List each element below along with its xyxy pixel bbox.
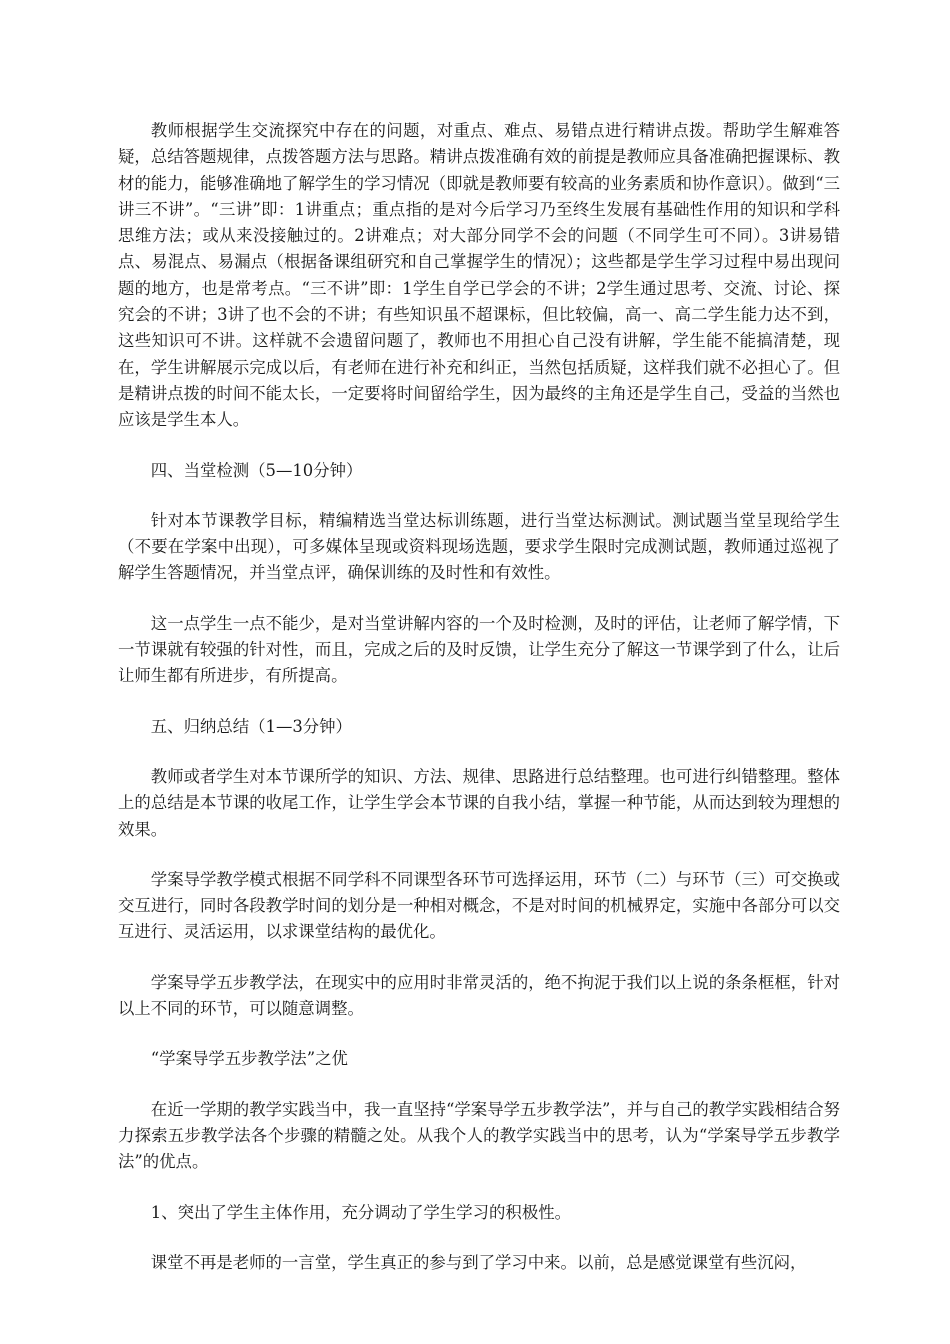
- paragraph-guina-zongjie: 教师或者学生对本节课所学的知识、方法、规律、思路进行总结整理。也可进行纠错整理。整体上的总结是本节课的收尾工作，让学生学会本节课的自我小结，掌握一种节能，从而达到较为理想的效果。: [118, 766, 840, 839]
- paragraph-jingjiang-dianbo: 教师根据学生交流探究中存在的问题，对重点、难点、易错点进行精讲点拨。帮助学生解难答疑，总结答题规律，点拨答题方法与思路。精讲点拨准确有效的前提是教师应具备准确把握课标、教材的能力，能够准确地了解学生的学习情况（即就是教师要有较高的业务素质和协作意识）。做到“三讲三不讲”。“三讲”即：1讲重点；重点指的是对今后学习乃至终生发展有基础性作用的知识和学科思维方法；或从来没接触过的。2讲难点；对大部分同学不会的问题（不同学生可不同）。3讲易错点、易混点、易漏点（根据备课组研究和自己掌握学生的情况）；这些都是学生学习过程中易出现问题的地方，也是常考点。“三不讲”即：1学生自学已学会的不讲；2学生通过思考、交流、讨论、探究会的不讲；3讲了也不会的不讲；有些知识虽不超课标，但比较偏，高一、高二学生能力达不到，这些知识可不讲。这样就不会遗留问题了，教师也不用担心自己没有讲解，学生能不能搞清楚，现在，学生讲解展示完成以后，有老师在进行补充和纠正，当然包括质疑，这样我们就不必担心了。但是精讲点拨的时间不能太长，一定要将时间留给学生，因为最终的主角还是学生自己，受益的当然也应该是学生本人。: [118, 121, 840, 430]
- section-heading-youdian: “学案导学五步教学法”之优: [150, 1049, 348, 1069]
- section-heading-dangtang-jiance: 四、当堂检测（5—10分钟）: [150, 460, 363, 480]
- list-item-heading-1: 1、突出了学生主体作用，充分调动了学生学习的积极性。: [150, 1202, 571, 1222]
- paragraph-jiaoxue-shijian: 在近一学期的教学实践当中，我一直坚持“学案导学五步教学法”，并与自己的教学实践相结合努力探索五步教学法各个步骤的精髓之处。从我个人的教学实践当中的思考，认为“学案导学五步教学法”的优点。: [118, 1099, 840, 1172]
- section-heading-guina-zongjie: 五、归纳总结（1—3分钟）: [150, 716, 352, 736]
- paragraph-ketang-bianhua: 课堂不再是老师的一言堂，学生真正的参与到了学习中来。以前，总是感觉课堂有些沉闷，: [150, 1252, 807, 1272]
- paragraph-dangtang-jiance: 针对本节课教学目标，精编精选当堂达标训练题，进行当堂达标测试。测试题当堂呈现给学生（不要在学案中出现），可多媒体呈现或资料现场选题，要求学生限时完成测试题，教师通过巡视了解学生答题情况，并当堂点评，确保训练的及时性和有效性。: [118, 510, 840, 583]
- paragraph-jiance-yiyi: 这一点学生一点不能少，是对当堂讲解内容的一个及时检测，及时的评估，让老师了解学情，下一节课就有较强的针对性，而且，完成之后的及时反馈，让学生充分了解这一节课学到了什么，让后让师生都有所进步，有所提高。: [118, 613, 840, 686]
- paragraph-linghuo-tiaozheng: 学案导学五步教学法，在现实中的应用时非常灵活的，绝不拘泥于我们以上说的条条框框，针对以上不同的环节，可以随意调整。: [118, 972, 840, 1019]
- paragraph-moshi-yunyong: 学案导学教学模式根据不同学科不同课型各环节可选择运用，环节（二）与环节（三）可交换或交互进行，同时各段教学时间的划分是一种相对概念，不是对时间的机械界定，实施中各部分可以交互进行、灵活运用，以求课堂结构的最优化。: [118, 869, 840, 942]
- document-page: [118, 118, 840, 1300]
